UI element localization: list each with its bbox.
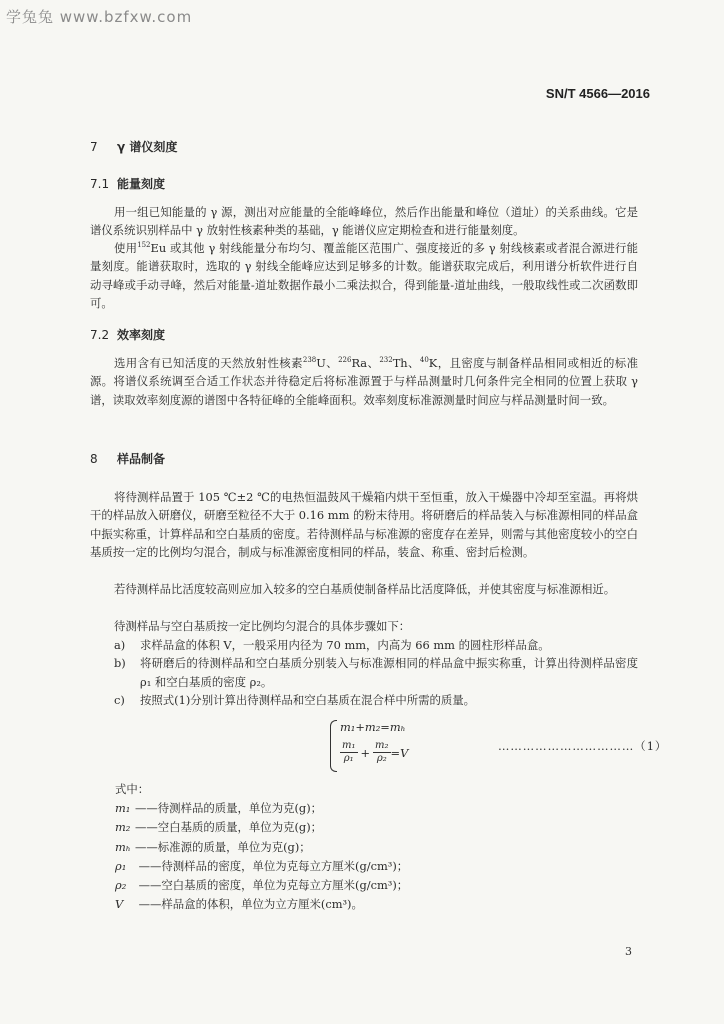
paragraph-7-2 xyxy=(90,354,638,409)
definition-text: ——待测样品的密度，单位为克每立方厘米(g/cm³)； xyxy=(135,858,409,873)
fraction-denominator: ρ₂ xyxy=(376,753,387,764)
plus-sign: + xyxy=(360,745,371,760)
section-number: 7.2 xyxy=(90,328,110,342)
symbol: mₕ xyxy=(115,839,131,854)
isotope-mass-number: 226 xyxy=(338,356,352,365)
section-7-2-heading xyxy=(90,326,165,343)
list-item-text: 按照式(1)分别计算出待测样品和空白基质在混合样中所需的质量。 xyxy=(140,692,476,707)
section-7-1-heading xyxy=(90,175,165,192)
symbol: m₂ xyxy=(115,820,131,835)
isotope-mass-number: 40 xyxy=(419,356,429,365)
definition-text: ——空白基质的质量，单位为克(g)； xyxy=(135,820,323,835)
list-item-text: 求样品盒的体积 V，一般采用内径为 70 mm，内高为 66 mm 的圆柱形样品盒。 xyxy=(140,638,550,652)
variable-definitions xyxy=(115,780,408,914)
symbol: m₁ xyxy=(115,801,131,816)
list-item-label: c) xyxy=(114,692,125,707)
fraction xyxy=(373,740,391,765)
definition-row xyxy=(115,838,408,857)
formula-equation-1: m₁+m₂=mₕ xyxy=(340,720,406,734)
symbol: ρ₁ xyxy=(115,858,127,873)
section-number: 7 xyxy=(90,140,98,154)
fraction-numerator: m₂ xyxy=(375,740,389,751)
section-title: 样品制备 xyxy=(117,452,166,466)
isotope-mass-number: 232 xyxy=(379,356,393,365)
section-number: 8 xyxy=(90,452,98,466)
formula-equation-2 xyxy=(340,740,408,765)
section-8-heading xyxy=(90,450,165,467)
watermark: 学兔兔 www.bzfxw.com xyxy=(6,8,193,26)
section-title: 效率刻度 xyxy=(117,328,166,342)
section-7-heading xyxy=(90,138,177,155)
list-item-text: 将研磨后的待测样品和空白基质分别装入与标准源相同的样品盒中振实称重，计算出待测样品密度 ρ₁ 和空白基质的密度 ρ₂。 xyxy=(140,656,638,689)
paragraph-8-b: 若待测样品比活度较高则应加入较多的空白基质使制备样品比活度降低，并使其密度与标准源相近。 xyxy=(114,582,616,596)
text-run: K，且密度与制备样品相同或相近的标准源。将谱仪系统调至合适工作状态并待稳定后将标准源置于与样品测量时几何条件完全相同的位置上获取 γ 谱，读取效率刻度源的谱图中各特征峰的全能峰面积。效率刻度标准源测量时间应与样品测量时间一致。 xyxy=(90,356,638,407)
text-run: Eu 或其他 γ 射线能量分布均匀、覆盖能区范围广、强度接近的多 γ 射线核素或者混合源进行能量刻度。能谱获取时，选取的 γ 射线全能峰应达到足够多的计数。能谱获取完成后，利用谱分析软件进行自动寻峰或手动寻峰，然后对能量-道址数据作最小二乘法拟合，得到能量-道址曲线，一般取线性或二次函数即可。 xyxy=(90,241,638,310)
steps-list xyxy=(90,636,638,709)
definition-text: ——样品盒的体积，单位为立方厘米(cm³)。 xyxy=(135,897,363,912)
formula-brace xyxy=(330,720,337,772)
document-number: SN/T 4566—2016 xyxy=(545,86,650,101)
list-item-label: b) xyxy=(114,656,126,671)
fraction xyxy=(340,740,358,765)
fraction-denominator: ρ₁ xyxy=(343,753,354,764)
isotope-mass-number: 238 xyxy=(302,356,317,365)
section-title: γ 谱仪刻度 xyxy=(117,140,178,154)
definition-text: ——待测样品的质量，单位为克(g)； xyxy=(135,801,323,816)
text-run: Ra、 xyxy=(351,356,380,370)
paragraph-7-1-a: 用一组已知能量的 γ 源，测出对应能量的全能峰峰位，然后作出能量和峰位（道址）的关系曲线。它是谱仪系统识别样品中 γ 放射性核素种类的基础，γ 能谱仪应定期检查和进行能量刻度。 xyxy=(90,205,638,238)
definition-text: ——标准源的质量，单位为克(g)； xyxy=(135,839,311,854)
fraction-numerator: m₁ xyxy=(342,740,356,751)
equation-tail: =V xyxy=(390,745,409,760)
definition-text: ——空白基质的密度，单位为克每立方厘米(g/cm³)； xyxy=(135,878,409,893)
isotope-mass-number: 152 xyxy=(137,241,151,250)
definition-row xyxy=(115,818,408,837)
section-title: 能量刻度 xyxy=(117,177,166,191)
symbol: ρ₂ xyxy=(115,878,127,893)
list-item-label: a) xyxy=(114,638,126,652)
text-run: 使用 xyxy=(114,241,138,255)
formula-number: ……………………………（1） xyxy=(498,739,668,753)
text-run: 选用含有已知活度的天然放射性核素 xyxy=(114,356,303,370)
definition-row xyxy=(115,876,408,895)
text-run: Th、 xyxy=(392,356,420,370)
section-number: 7.1 xyxy=(90,177,110,191)
definition-row xyxy=(115,857,408,876)
where-label: 式中： xyxy=(115,782,150,796)
paragraph-7-1-b xyxy=(90,239,638,312)
definition-row xyxy=(115,895,408,914)
text-run: U、 xyxy=(316,356,339,370)
symbol: V xyxy=(115,897,124,912)
definition-row xyxy=(115,799,408,818)
paragraph-8-c: 待测样品与空白基质按一定比例均匀混合的具体步骤如下： xyxy=(114,619,411,633)
list-item xyxy=(90,691,638,709)
page-number: 3 xyxy=(625,945,632,958)
list-item xyxy=(90,636,638,654)
formula-1 xyxy=(330,720,668,776)
paragraph-8-a: 将待测样品置于 105 ℃±2 ℃的电热恒温鼓风干燥箱内烘干至恒重，放入干燥器中冷却至室温。再将烘干的样品放入研磨仪，研磨至粒径不大于 0.16 mm 的粉末待用。将研磨后的样品装入与标准源相同的样品盒中振实称重，计算样品和空白基质的密度。若待测样品与标准源的密度存在差异，则需与其他密度较小的空白基质按一定的比例均匀混合，制成与标准源密度相同的样品，装盒、称重、密封后检测。 xyxy=(90,490,638,559)
list-item xyxy=(90,654,638,691)
